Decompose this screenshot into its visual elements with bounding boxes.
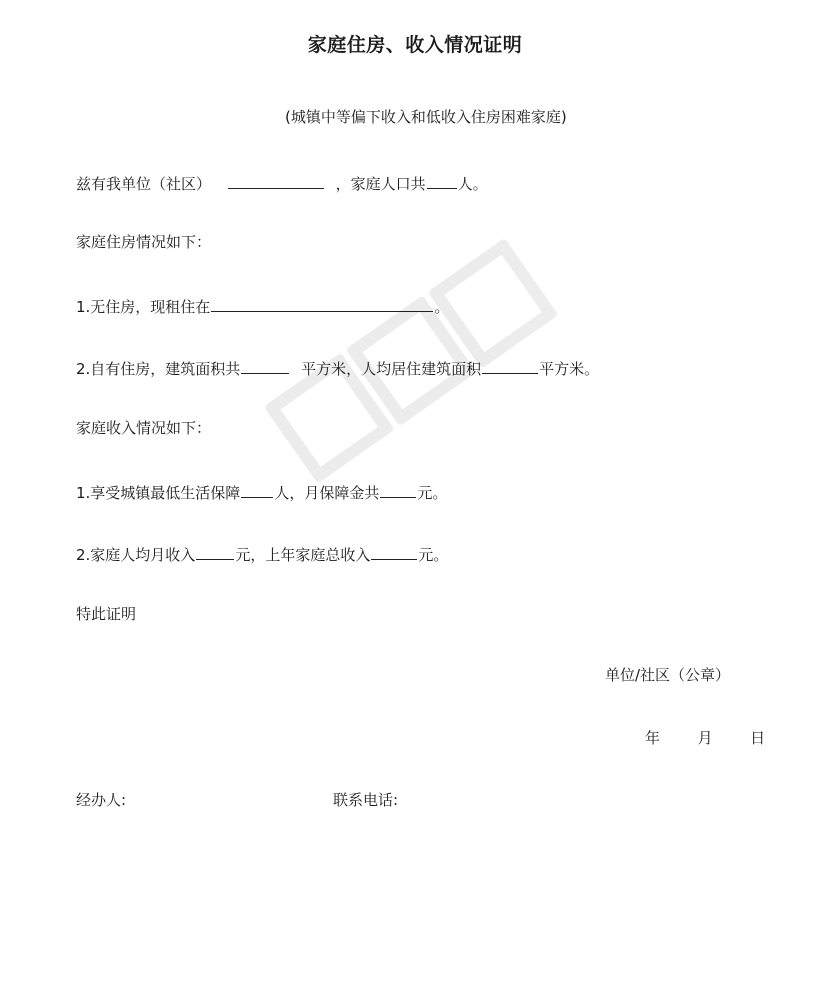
monthly-income-blank[interactable] (196, 541, 234, 560)
housing1-text-b: 。 (434, 298, 450, 316)
document-title: 家庭住房、收入情况证明 (307, 34, 523, 56)
month-label: 月 (697, 729, 713, 747)
per-capita-area-blank[interactable] (482, 355, 538, 374)
official-stamp-label: 单位/社区（公章） (605, 666, 731, 684)
income1-text-a: 1.享受城镇最低生活保障 (76, 484, 241, 502)
housing-header: 家庭住房情况如下： (76, 233, 212, 251)
subsidy-persons-blank[interactable] (241, 479, 273, 498)
phone-label: 联系电话: (333, 791, 399, 809)
income-item-1 (76, 479, 447, 504)
housing-item-2 (76, 355, 599, 380)
income2-text-c: 元。 (418, 546, 449, 564)
housing-item-1 (76, 293, 449, 318)
income1-text-c: 元。 (417, 484, 448, 502)
housing2-text-c: 平方米。 (539, 360, 600, 378)
document-subtitle: (城镇中等偏下收入和低收入住房困难家庭) (285, 108, 567, 126)
housing2-text-a: 2.自有住房，建筑面积共 (76, 360, 241, 378)
intro-text-c: 人。 (457, 175, 488, 193)
total-area-blank[interactable] (241, 355, 289, 374)
housing2-text-b: 平方米，人均居住建筑面积 (301, 360, 482, 378)
household-size-blank[interactable] (427, 170, 457, 189)
subsidy-amount-blank[interactable] (380, 479, 416, 498)
income1-text-b: 人，月保障金共 (274, 484, 380, 502)
unit-blank[interactable] (228, 170, 324, 189)
certify-text: 特此证明 (76, 605, 137, 623)
rental-address-blank[interactable] (211, 293, 433, 312)
intro-text-a: 兹有我单位（社区） (76, 175, 212, 193)
intro-line (76, 170, 488, 195)
year-label: 年 (645, 729, 661, 747)
intro-text-b: ，家庭人口共 (335, 175, 426, 193)
handler-label: 经办人: (76, 791, 127, 809)
housing1-text-a: 1.无住房，现租住在 (76, 298, 211, 316)
income2-text-a: 2.家庭人均月收入 (76, 546, 196, 564)
watermark (233, 207, 628, 592)
day-label: 日 (750, 729, 766, 747)
income-header: 家庭收入情况如下： (76, 419, 212, 437)
annual-income-blank[interactable] (371, 541, 417, 560)
income-item-2 (76, 541, 448, 566)
income2-text-b: 元，上年家庭总收入 (235, 546, 371, 564)
date-line (645, 727, 765, 749)
